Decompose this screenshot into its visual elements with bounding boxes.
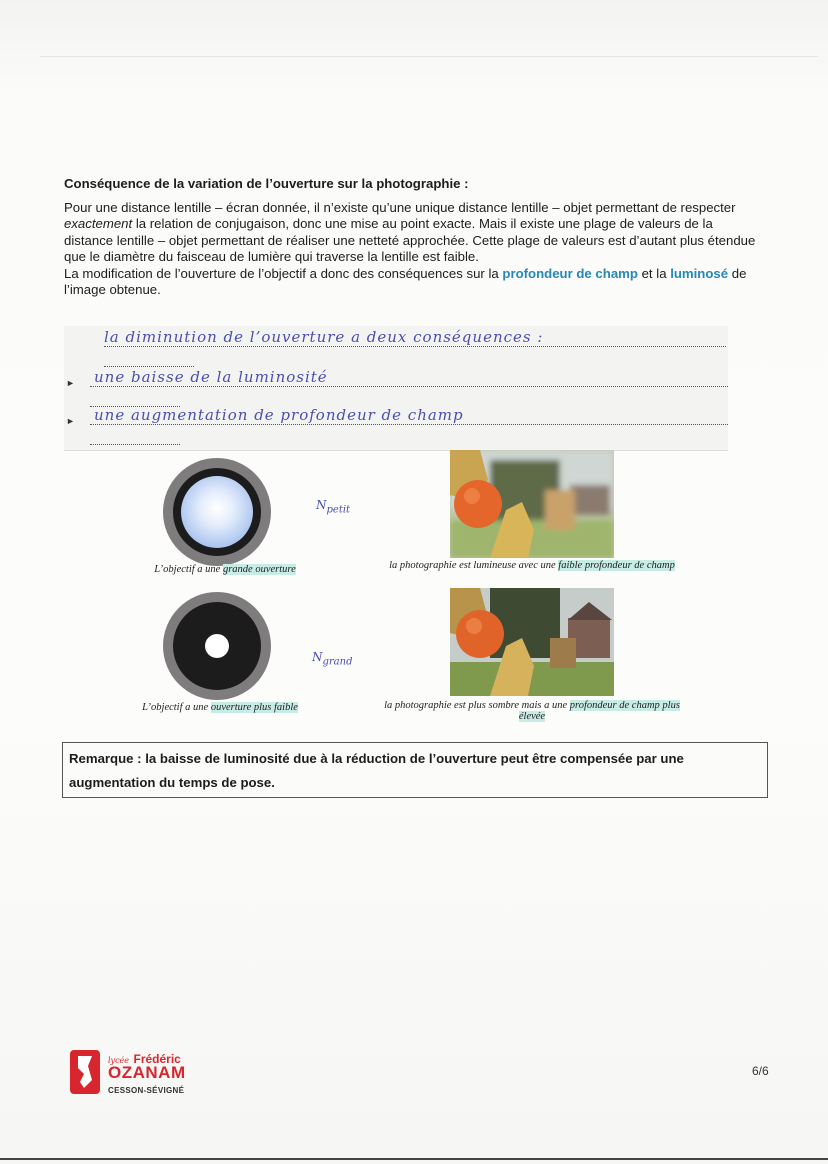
- dotted-rule: [90, 386, 728, 387]
- handwritten-line-1: la diminution de l’ouverture a deux conséquences :: [104, 328, 544, 346]
- n-small-label: $N_{petit}$: [316, 498, 351, 516]
- n-large-label: $N_{grand}$: [312, 650, 353, 668]
- handwritten-line-2: une baisse de la luminosité: [94, 368, 328, 386]
- remark-box: [62, 742, 768, 798]
- lens-small-aperture-diagram: [163, 592, 271, 700]
- bullet-icon: ►: [66, 416, 75, 426]
- intro-paragraph-2: La modification de l’ouverture de l’objectif a donc des conséquences sur la profondeur de champ et la luminosé de l’image obtenue.: [64, 265, 747, 298]
- dotted-rule: [90, 424, 728, 425]
- dotted-rule: [90, 444, 180, 445]
- lens-large-aperture-diagram: [163, 458, 271, 566]
- remark-text: la baisse de luminosité due à la réduction de l’ouverture peut être compensée par une augmentation du temps de pose.: [69, 751, 684, 790]
- intro-text: [64, 200, 764, 298]
- top-divider: [40, 56, 818, 57]
- caption-large-aperture: L’objectif a une grande ouverture: [154, 564, 296, 575]
- logo-school-name: OZANAM: [108, 1063, 186, 1082]
- logo-first-name: Frédéric: [133, 1052, 181, 1066]
- dotted-rule: [104, 346, 726, 347]
- handwritten-line-3: une augmentation de profondeur de champ: [94, 406, 464, 424]
- intro-paragraph-1: Pour une distance lentille – écran donnée, il n’existe qu’une unique distance lentille – objet permettant de respecter exactement la relation de conjugaison, donc une mise au point exacte. Mais il existe une plage de valeurs de la distance lentille – objet permettant de réaliser une netteté approchée. Cette plage de valeurs est d’autant plus étendue que le diamètre du faisceau de lumière qui traverse la lentille est faible.: [64, 200, 756, 265]
- logo-script-text: lycée: [108, 1056, 130, 1065]
- caption-bright-photo: la photographie est lumineuse avec une faible profondeur de champ: [389, 560, 675, 571]
- caption-small-aperture: L’objectif a une ouverture plus faible: [142, 702, 298, 713]
- remark-label: Remarque :: [69, 751, 142, 766]
- photo-shallow-depth-of-field: [450, 450, 614, 558]
- aperture-opening: [181, 476, 253, 548]
- caption-dark-photo: la photographie est plus sombre mais a une profondeur de champ plus élevée: [384, 700, 680, 722]
- term-luminosity: luminosé: [670, 265, 729, 281]
- handwritten-answer-area: [64, 326, 728, 451]
- photo-large-depth-of-field: [450, 588, 614, 696]
- section-title: Conséquence de la variation de l’ouverture sur la photographie :: [64, 176, 469, 191]
- bottom-edge: [0, 1158, 828, 1160]
- page-number: 6/6: [752, 1064, 769, 1078]
- school-logo-mark: [70, 1050, 100, 1094]
- bullet-icon: ►: [66, 378, 75, 388]
- dotted-rule: [104, 366, 194, 367]
- term-depth-of-field: profondeur de champ: [502, 265, 638, 281]
- aperture-opening: [205, 634, 229, 658]
- logo-city: CESSON-SÉVIGNÉ: [108, 1086, 185, 1095]
